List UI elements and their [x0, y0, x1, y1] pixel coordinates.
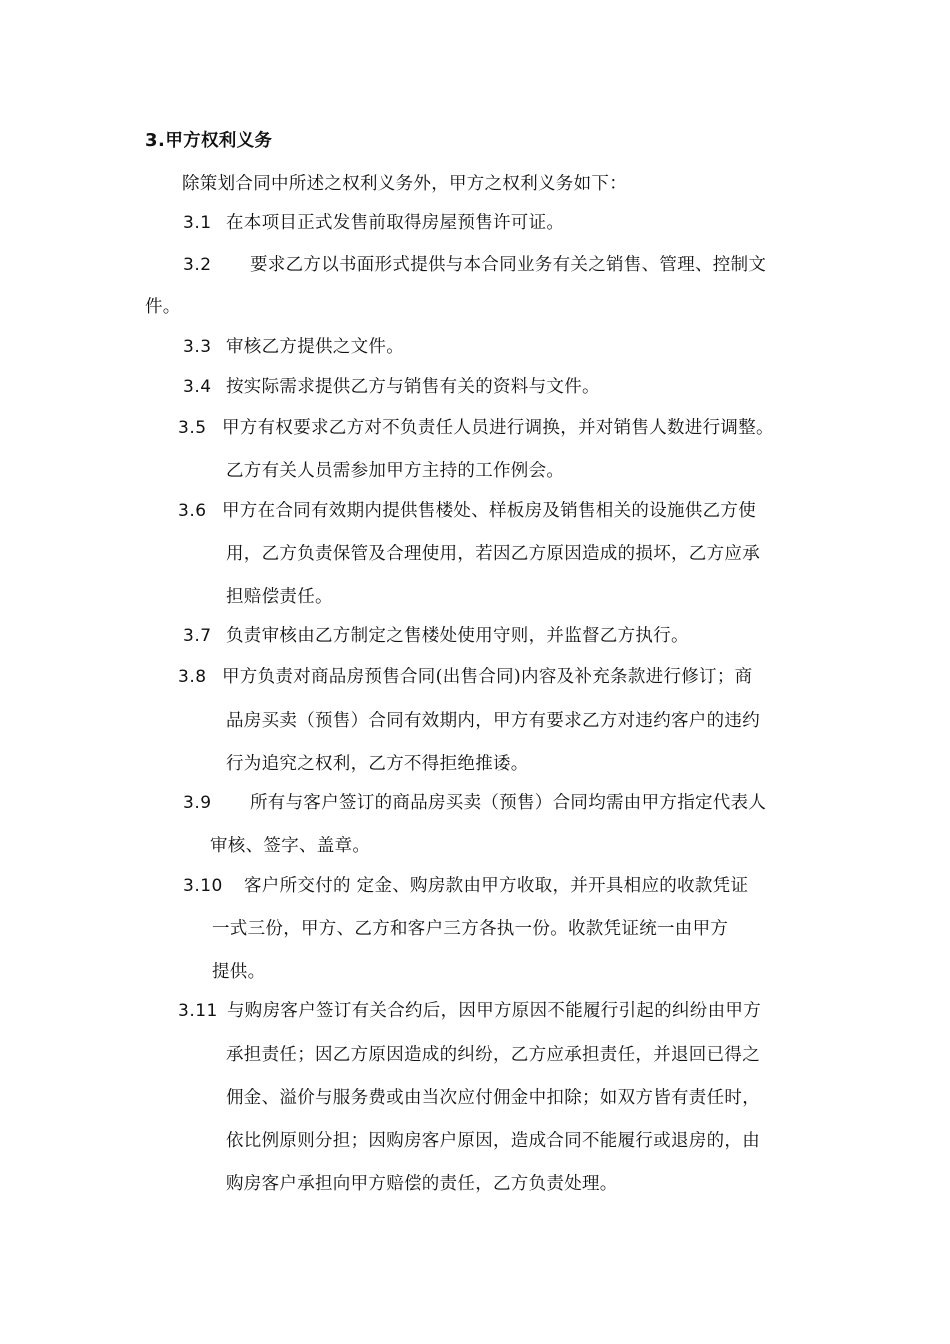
item-number-3-2: 3.2 [183, 255, 212, 275]
item-number-3-6: 3.6 [178, 501, 207, 521]
section-heading [145, 129, 272, 153]
item-text-3-11-line-4: 依比例原则分担；因购房客户原因，造成合同不能履行或退房的，由 [226, 1131, 760, 1151]
item-text-3-6-line-2: 用，乙方负责保管及合理使用，若因乙方原因造成的损坏，乙方应承 [226, 544, 760, 564]
item-text-3-6-line-1: 甲方在合同有效期内提供售楼处、样板房及销售相关的设施供乙方使 [222, 501, 756, 521]
item-text-3-2-line-1: 要求乙方以书面形式提供与本合同业务有关之销售、管理、控制文 [250, 255, 767, 275]
item-text-3-1-line-1: 在本项目正式发售前取得房屋预售许可证。 [226, 213, 565, 233]
item-text-3-10-line-2: 一式三份，甲方、乙方和客户三方各执一份。收款凭证统一由甲方 [212, 919, 729, 939]
item-number-3-8: 3.8 [178, 667, 207, 687]
item-number-3-10: 3.10 [183, 876, 223, 896]
item-text-3-11-line-5: 购房客户承担向甲方赔偿的责任，乙方负责处理。 [226, 1174, 618, 1194]
item-text-3-11-line-1: 与购房客户签订有关合约后，因甲方原因不能履行引起的纠纷由甲方 [227, 1001, 761, 1021]
item-text-3-7-line-1: 负责审核由乙方制定之售楼处使用守则，并监督乙方执行。 [226, 626, 689, 646]
item-text-3-9-line-2: 审核、签字、盖章。 [210, 836, 371, 856]
item-text-3-11-line-3: 佣金、溢价与服务费或由当次应付佣金中扣除；如双方皆有责任时， [226, 1088, 760, 1108]
item-number-3-11: 3.11 [178, 1001, 218, 1021]
item-number-3-5: 3.5 [178, 418, 207, 438]
intro-paragraph: 除策划合同中所述之权利义务外，甲方之权利义务如下： [182, 174, 627, 194]
item-text-3-3-line-1: 审核乙方提供之文件。 [226, 337, 404, 357]
item-text-3-10-line-1: 客户所交付的 定金、购房款由甲方收取，并开具相应的收款凭证 [244, 876, 749, 896]
item-text-3-6-line-3: 担赔偿责任。 [226, 587, 333, 607]
item-text-3-5-line-1: 甲方有权要求乙方对不负责任人员进行调换，并对销售人数进行调整。 [222, 418, 774, 438]
item-text-3-8-line-2: 品房买卖（预售）合同有效期内，甲方有要求乙方对违约客户的违约 [226, 711, 760, 731]
item-text-3-2-line-2: 件。 [145, 297, 181, 317]
section-title: 甲方权利义务 [165, 131, 273, 151]
item-number-3-1: 3.1 [183, 213, 212, 233]
item-text-3-8-line-3: 行为追究之权利，乙方不得拒绝推诿。 [226, 754, 529, 774]
item-number-3-3: 3.3 [183, 337, 212, 357]
item-text-3-8-line-1: 甲方负责对商品房预售合同(出售合同)内容及补充条款进行修订；商 [222, 667, 753, 687]
section-number: 3. [145, 130, 166, 151]
item-number-3-4: 3.4 [183, 377, 212, 397]
item-text-3-9-line-1: 所有与客户签订的商品房买卖（预售）合同均需由甲方指定代表人 [250, 793, 767, 813]
item-text-3-5-line-2: 乙方有关人员需参加甲方主持的工作例会。 [226, 461, 565, 481]
item-text-3-11-line-2: 承担责任；因乙方原因造成的纠纷，乙方应承担责任，并退回已得之 [226, 1045, 760, 1065]
item-text-3-10-line-3: 提供。 [212, 962, 266, 982]
item-number-3-9: 3.9 [183, 793, 212, 813]
item-text-3-4-line-1: 按实际需求提供乙方与销售有关的资料与文件。 [226, 377, 600, 397]
item-number-3-7: 3.7 [183, 626, 212, 646]
